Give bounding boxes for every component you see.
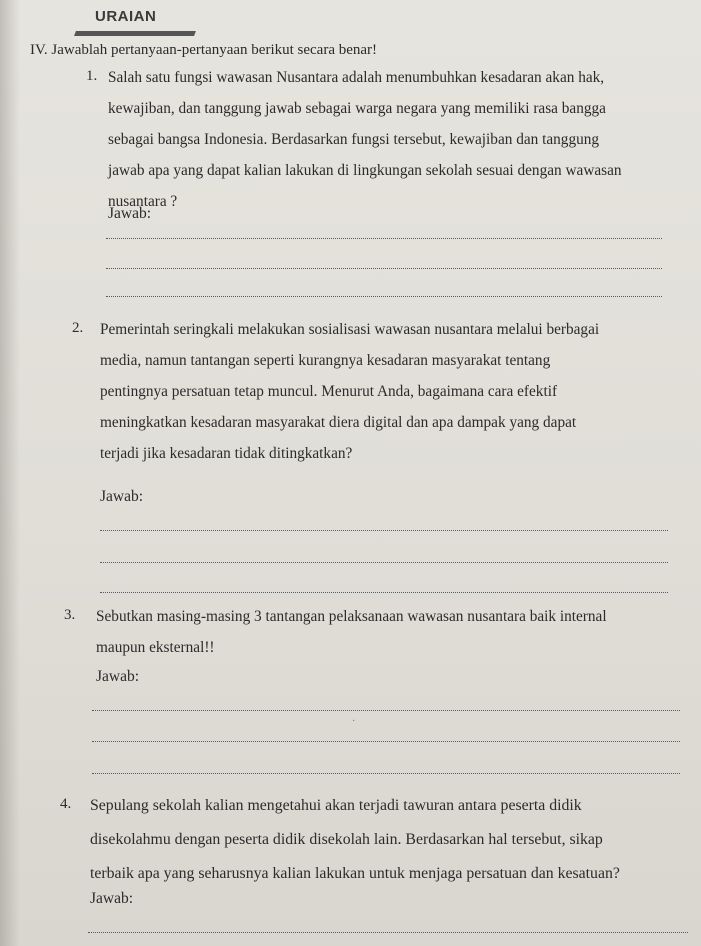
instruction-text: IV. Jawablah pertanyaan-pertanyaan berikut secara benar! bbox=[30, 42, 378, 58]
answer-line-2b[interactable] bbox=[100, 562, 668, 563]
question-4-line: disekolahmu dengan peserta didik disekolah lain. Berdasarkan hal tersebut, sikap bbox=[90, 831, 603, 848]
question-1-answer-label: Jawab: bbox=[108, 205, 152, 222]
answer-line-3b[interactable] bbox=[92, 741, 680, 742]
section-title: URAIAN bbox=[95, 8, 157, 25]
answer-line-2c[interactable] bbox=[100, 592, 668, 593]
question-2-line: pentingnya persatuan tetap muncul. Menurut Anda, bagaimana cara efektif bbox=[100, 383, 558, 400]
pencil-mark: · bbox=[352, 716, 356, 727]
answer-line-4a[interactable] bbox=[88, 932, 688, 933]
question-2-line: media, namun tantangan seperti kurangnya kesadaran masyarakat tentang bbox=[100, 352, 551, 369]
question-3-answer-label: Jawab: bbox=[96, 668, 140, 685]
question-4-line: Sepulang sekolah kalian mengetahui akan terjadi tawuran antara peserta didik bbox=[90, 797, 582, 814]
question-1-line: kewajiban, dan tanggung jawab sebagai warga negara yang memiliki rasa bangga bbox=[108, 100, 606, 117]
question-3-line: Sebutkan masing-masing 3 tantangan pelaksanaan wawasan nusantara baik internal bbox=[96, 608, 607, 625]
question-2-answer-label: Jawab: bbox=[100, 488, 144, 505]
answer-line-1b[interactable] bbox=[106, 268, 662, 269]
question-2-line: Pemerintah seringkali melakukan sosialisasi wawasan nusantara melalui berbagai bbox=[100, 321, 600, 338]
page-shadow bbox=[0, 0, 20, 946]
answer-line-1c[interactable] bbox=[106, 296, 662, 297]
question-4-line: terbaik apa yang seharusnya kalian lakukan untuk menjaga persatuan dan kesatuan? bbox=[90, 865, 620, 882]
section-title-bar bbox=[74, 31, 196, 36]
question-3-line: maupun eksternal!! bbox=[96, 639, 215, 656]
question-1-number: 1. bbox=[86, 68, 98, 84]
answer-line-3c[interactable] bbox=[92, 773, 680, 774]
question-3-number: 3. bbox=[64, 607, 76, 623]
question-1-text bbox=[108, 62, 658, 217]
question-4-text bbox=[90, 789, 694, 891]
question-2-number: 2. bbox=[72, 320, 84, 336]
question-1-line: Salah satu fungsi wawasan Nusantara adalah menumbuhkan kesadaran akan hak, bbox=[108, 69, 605, 86]
question-4-answer-label: Jawab: bbox=[90, 890, 134, 907]
question-3-text bbox=[96, 601, 686, 663]
question-2-line: terjadi jika kesadaran tidak ditingkatkan? bbox=[100, 445, 353, 462]
question-2-line: meningkatkan kesadaran masyarakat diera digital dan apa dampak yang dapat bbox=[100, 414, 577, 431]
answer-line-3a[interactable] bbox=[92, 710, 680, 711]
question-1-line: jawab apa yang dapat kalian lakukan di lingkungan sekolah sesuai dengan wawasan bbox=[108, 162, 622, 179]
question-1-line: nusantara ? bbox=[108, 193, 178, 210]
answer-line-2a[interactable] bbox=[100, 530, 668, 531]
answer-line-1a[interactable] bbox=[106, 238, 662, 239]
question-4-number: 4. bbox=[60, 796, 72, 812]
question-1-line: sebagai bangsa Indonesia. Berdasarkan fungsi tersebut, kewajiban dan tanggung bbox=[108, 131, 600, 148]
question-2-text bbox=[100, 314, 670, 469]
